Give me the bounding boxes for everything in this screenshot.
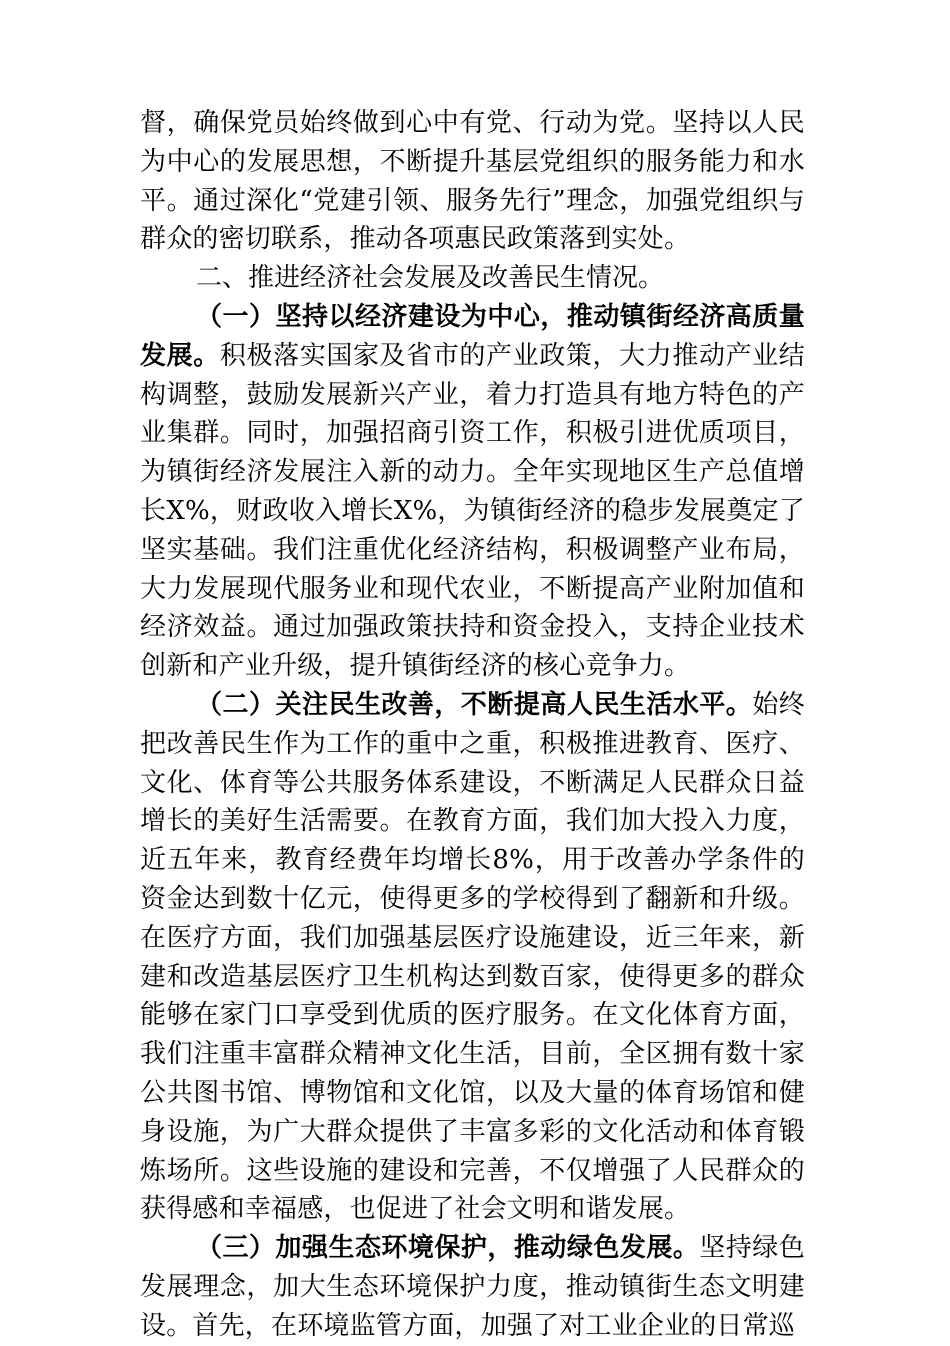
item-lead-3: （三）加强生态环境保护，推动绿色发展。 [196,1233,700,1264]
item-paragraph-1 [140,298,805,686]
document-body [140,104,805,1346]
item-lead-1: （一）坚持以经济建设为中心，推动镇街经济高质量发展。 [140,301,805,371]
item-paragraph-3 [140,1229,805,1345]
item-body-3: 坚持绿色发展理念，加大生态环境保护力度，推动镇街生态文明建设。首先，在环境监管方面，加强了对工业企业的日常巡 [140,1233,805,1341]
section-heading: 二、推进经济社会发展及改善民生情况。 [196,263,665,294]
opening-paragraph: 督，确保党员始终做到心中有党、行动为党。坚持以人民为中心的发展思想，不断提升基层党组织的服务能力和水平。通过深化“党建引领、服务先行”理念，加强党组织与群众的密切联系，推动各项惠民政策落到实处。 [140,108,805,255]
item-paragraph-2 [140,686,805,1229]
item-lead-2: （二）关注民生改善，不断提高人民生活水平。 [196,689,753,720]
item-body-1: 积极落实国家及省市的产业政策，大力推动产业结构调整，鼓励发展新兴产业，着力打造具有地方特色的产业集群。同时，加强招商引资工作，积极引进优质项目，为镇街经济发展注入新的动力。全年实现地区生产总值增长X%，财政收入增长X%，为镇街经济的稳步发展奠定了坚实基础。我们注重优化经济结构，积极调整产业布局，大力发展现代服务业和现代农业，不断提高产业附加值和经济效益。通过加强政策扶持和资金投入，支持企业技术创新和产业升级，提升镇街经济的核心竞争力。 [140,340,805,682]
item-body-2: 始终把改善民生作为工作的重中之重，积极推进教育、医疗、文化、体育等公共服务体系建设，不断满足人民群众日益增长的美好生活需要。在教育方面，我们加大投入力度，近五年来，教育经费年均增长8%，用于改善办学条件的资金达到数十亿元，使得更多的学校得到了翻新和升级。在医疗方面，我们加强基层医疗设施建设，近三年来，新建和改造基层医疗卫生机构达到数百家，使得更多的群众能够在家门口享受到优质的医疗服务。在文化体育方面，我们注重丰富群众精神文化生活，目前，全区拥有数十家公共图书馆、博物馆和文化馆，以及大量的体育场馆和健身设施，为广大群众提供了丰富多彩的文化活动和体育锻炼场所。这些设施的建设和完善，不仅增强了人民群众的获得感和幸福感，也促进了社会文明和谐发展。 [140,689,806,1225]
